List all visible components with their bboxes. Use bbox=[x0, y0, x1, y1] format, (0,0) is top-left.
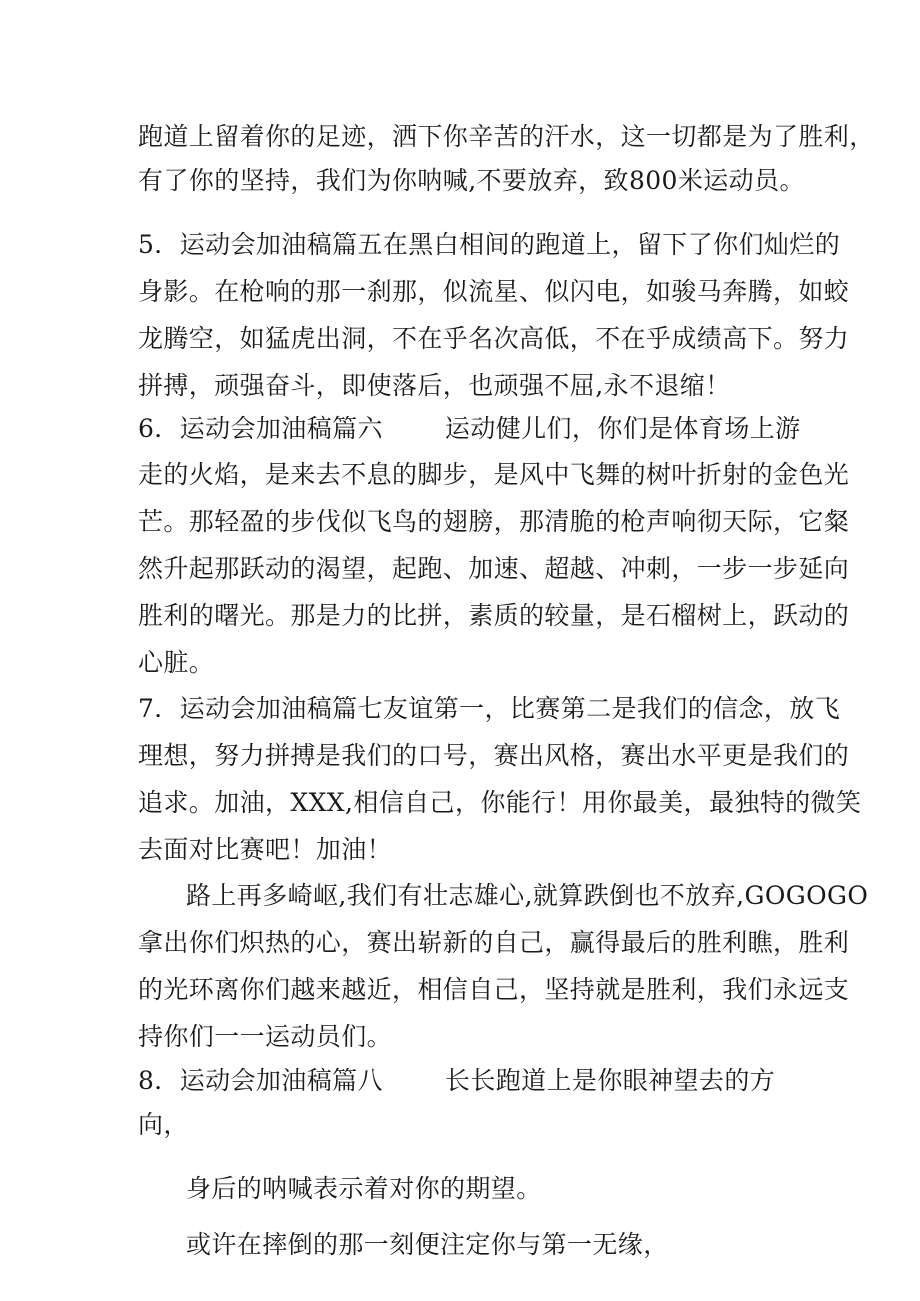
text-line: 龙腾空，如猛虎出洞，不在乎名次高低，不在乎成绩高下。努力 bbox=[138, 324, 850, 353]
text-line: 向， bbox=[138, 1110, 189, 1139]
text-line: 拼搏，顽强奋斗，即使落后，也顽强不屈,永不退缩！ bbox=[138, 371, 731, 400]
text-line: 跑道上留着你的足迹，洒下你辛苦的汗水，这一切都是为了胜利， bbox=[138, 122, 875, 151]
section-title: 8．运动会加油稿篇八 bbox=[138, 1066, 383, 1095]
text-line: 身影。在枪响的那一刹那，似流星、似闪电，如骏马奔腾，如蛟 bbox=[138, 277, 850, 306]
text-line: 路上再多崎岖,我们有壮志雄心,就算跌倒也不放弃,GOGOGO bbox=[186, 881, 869, 910]
section-heading-6 bbox=[138, 414, 801, 444]
text-line: 心脏。 bbox=[138, 648, 215, 677]
text-line: 身后的呐喊表示着对你的期望。 bbox=[186, 1174, 542, 1203]
text-line: 芒。那轻盈的步伐似飞鸟的翅膀，那清脆的枪声响彻天际，它粲 bbox=[138, 507, 850, 536]
text-line: 走的火焰，是来去不息的脚步，是风中飞舞的树叶折射的金色光 bbox=[138, 460, 850, 489]
text-line: 追求。加油，XXX,相信自己，你能行！用你最美，最独特的微笑 bbox=[138, 788, 862, 817]
text-line: 持你们一一运动员们。 bbox=[138, 1022, 393, 1051]
text-line: 有了你的坚持，我们为你呐喊,不要放弃，致800米运动员。 bbox=[138, 166, 805, 195]
text-line: 的光环离你们越来越近，相信自己，坚持就是胜利，我们永远支 bbox=[138, 975, 850, 1004]
section-text: 长长跑道上是你眼神望去的方 bbox=[444, 1066, 776, 1095]
section-heading-7: 7．运动会加油稿篇七友谊第一，比赛第二是我们的信念，放飞 bbox=[138, 694, 841, 723]
text-line: 理想，努力拼搏是我们的口号，赛出风格，赛出水平更是我们的 bbox=[138, 741, 850, 770]
text-line: 胜利的曙光。那是力的比拼，素质的较量，是石榴树上，跃动的 bbox=[138, 601, 850, 630]
text-line: 去面对比赛吧！加油！ bbox=[138, 835, 393, 864]
text-line: 或许在摔倒的那一刻便注定你与第一无缘， bbox=[186, 1230, 669, 1259]
section-heading-5: 5．运动会加油稿篇五在黑白相间的跑道上，留下了你们灿烂的 bbox=[138, 230, 841, 259]
section-title: 6．运动会加油稿篇六 bbox=[138, 414, 383, 443]
text-line: 拿出你们炽热的心，赛出崭新的自己，赢得最后的胜利瞧，胜利 bbox=[138, 928, 850, 957]
text-line: 然升起那跃动的渴望，起跑、加速、超越、冲刺，一步一步延向 bbox=[138, 554, 850, 583]
section-text: 运动健儿们，你们是体育场上游 bbox=[444, 414, 801, 443]
section-heading-8 bbox=[138, 1066, 775, 1096]
